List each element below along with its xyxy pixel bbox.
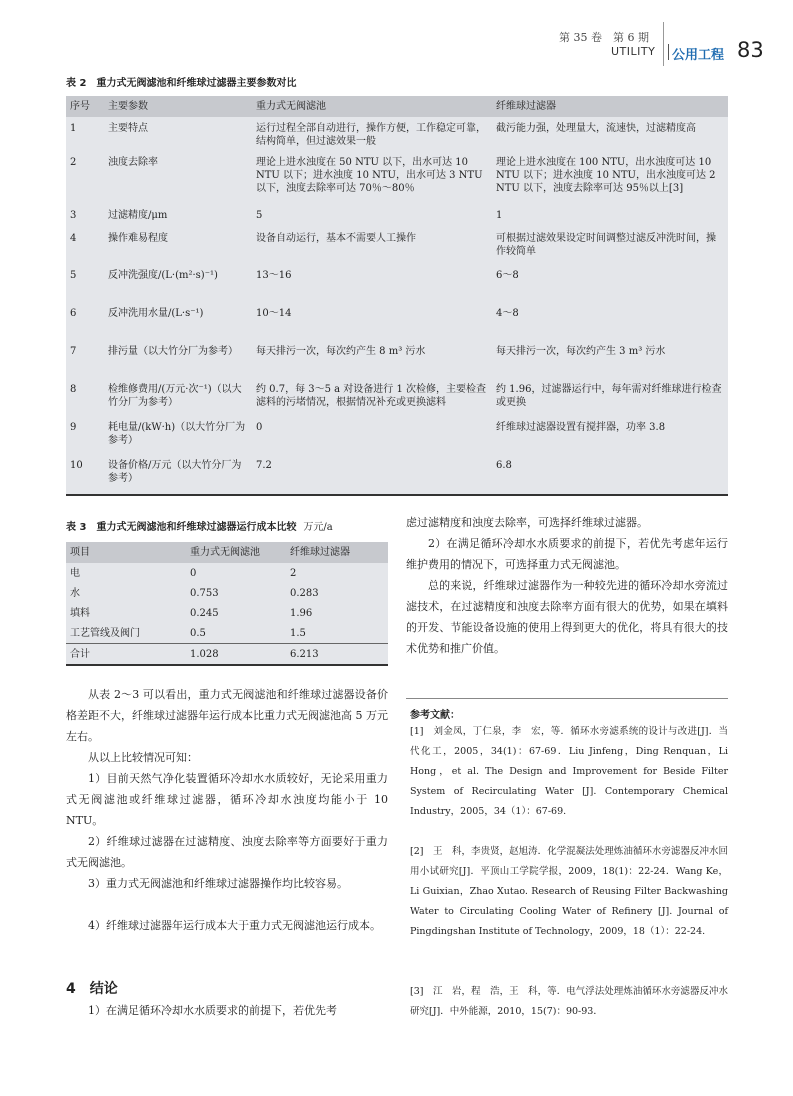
table2-cell: 理论上进水浊度在 50 NTU 以下，出水可达 10 NTU 以下；进水浊度 10 NTU，出水可达 3 NTU 以下，浊度去除率可达 70％～80％	[256, 157, 483, 194]
table3	[66, 542, 388, 666]
table2-row	[66, 383, 728, 421]
journal-name-en: UTILITY	[611, 45, 656, 58]
table2-cell: 5	[256, 210, 263, 221]
table2-cell: 设备价格/万元（以大竹分厂为参考）	[104, 459, 252, 495]
table2-cell: 理论上进水浊度在 100 NTU，出水浊度可达 10 NTU 以下；进水浊度 10 NTU，出水浊度可达 2 NTU 以下，浊度去除率可达 95％以上[3]	[496, 157, 716, 194]
table2-cell: 可根据过滤效果设定时间调整过滤反冲洗时间，操作较简单	[496, 233, 716, 257]
header-rule	[663, 22, 664, 66]
references-rule	[406, 698, 728, 699]
table2-cell: 10～14	[256, 308, 292, 319]
references-title: 参考文献：	[410, 710, 460, 721]
table2-cell: 每天排污一次，每次约产生 3 m³ 污水	[496, 346, 666, 357]
table2-cell: 6～8	[496, 270, 519, 281]
table2-row	[66, 345, 728, 383]
header-divider	[668, 44, 669, 60]
table3-cell: 0	[190, 567, 197, 579]
body-paragraph: 1）在满足循环冷却水水质要求的前提下，若优先考	[88, 1004, 337, 1017]
table3-row	[66, 583, 388, 603]
table2-cell: 2	[70, 157, 77, 168]
reference-item: [3] 江 岩，程 浩，王 科，等．电气浮法处理炼油循环水旁滤器反冲水研究[J]．中外能源，2010，15(7)：90-93．	[410, 986, 728, 1017]
table2-row	[66, 209, 728, 232]
body-paragraph: 3）重力式无阀滤池和纤维球过滤器操作均比较容易。	[88, 877, 348, 890]
table2-cell: 1	[496, 210, 503, 221]
table2-cell: 操作难易程度	[108, 233, 168, 244]
reference-item: [1] 刘金凤，丁仁泉，李 宏，等．循环水旁滤系统的设计与改进[J]．当代化工，2005，34(1)：67-69．Liu Jinfeng，Ding Renquan，Li Hong，et al. The Design and Improvement for Beside Filter System of Recirculating Water [J]. Contemporary Chemical Industry，2005，34（1）：67-69.	[410, 726, 728, 817]
table2-cell: 运行过程全部自动进行，操作方便，工作稳定可靠，结构简单，但过滤效果一般	[256, 123, 486, 147]
body-paragraph: 虑过滤精度和浊度去除率，可选择纤维球过滤器。	[406, 516, 648, 529]
page-number: 83	[737, 38, 764, 62]
table2-row	[66, 232, 728, 269]
table3-unit: 万元/a	[303, 522, 333, 533]
journal-name-cn: 公用工程	[672, 48, 725, 63]
table2-header-row	[66, 96, 728, 117]
table2-cell: 反冲洗用水量/(L·s⁻¹)	[108, 308, 204, 319]
body-paragraph: 2）在满足循环冷却水水质要求的前提下，若优先考虑年运行维护费用的情况下，可选择重力式无阀滤池。	[406, 537, 728, 571]
table3-cell: 6.213	[286, 644, 388, 666]
table2-cell: 7	[70, 346, 77, 357]
table3-header-cell: 纤维球过滤器	[286, 542, 388, 563]
table2-caption: 表 2 重力式无阀滤池和纤维球过滤器主要参数对比	[66, 78, 297, 89]
table3-cell: 1.96	[290, 607, 313, 619]
table3-row	[66, 563, 388, 583]
table3-cell: 0.245	[190, 607, 219, 619]
table3-total-row	[66, 644, 388, 666]
table2-row	[66, 117, 728, 156]
table2-cell: 9	[70, 422, 77, 433]
table3-cell: 合计	[66, 644, 186, 666]
table2-cell: 0	[256, 422, 263, 433]
table2-row	[66, 421, 728, 459]
table2-cell: 检维修费用/(万元·次⁻¹)（以大竹分厂为参考）	[108, 384, 242, 408]
table2-row	[66, 156, 728, 209]
table3-header-cell: 项目	[66, 542, 186, 563]
table2-cell: 反冲洗强度/(L·(m²·s)⁻¹)	[108, 270, 218, 281]
body-paragraph: 2）纤维球过滤器在过滤精度、浊度去除率等方面要好于重力式无阀滤池。	[66, 835, 388, 869]
table3-row	[66, 603, 388, 623]
table2-header-cell: 纤维球过滤器	[492, 96, 728, 117]
table2-cell: 8	[70, 384, 77, 395]
table2-cell: 1	[70, 123, 77, 134]
table2-cell: 过滤精度/μm	[108, 210, 168, 221]
table2-header-cell: 重力式无阀滤池	[252, 96, 492, 117]
table3-header-row	[66, 542, 388, 563]
body-paragraph: 从表 2～3 可以看出，重力式无阀滤池和纤维球过滤器设备价格差距不大，纤维球过滤器年运行成本比重力式无阀滤池高 5 万元左右。	[66, 688, 388, 743]
table3-cell: 水	[70, 587, 80, 599]
table3-cell: 填料	[70, 607, 90, 619]
table2-cell: 约 1.96，过滤器运行中，每年需对纤维球进行检查或更换	[496, 384, 722, 408]
table2-cell: 3	[70, 210, 77, 221]
table3-header-cell: 重力式无阀滤池	[186, 542, 286, 563]
table3-cell: 0.753	[190, 587, 219, 599]
table2-cell: 耗电量/(kW·h)（以大竹分厂为参考）	[108, 422, 246, 446]
volume-issue: 第 35 卷 第 6 期	[559, 31, 649, 44]
table2-row	[66, 459, 728, 495]
table2-cell: 6	[70, 308, 77, 319]
table3-cell: 0.283	[290, 587, 319, 599]
table3-cell: 工艺管线及阀门	[70, 627, 140, 639]
table2-cell: 主要特点	[108, 123, 148, 134]
table2-cell: 截污能力强，处理量大，流速快，过滤精度高	[496, 123, 696, 134]
table3-caption	[66, 518, 333, 533]
table2-row	[66, 307, 728, 345]
table2-row	[66, 269, 728, 307]
table2-cell: 约 0.7，每 3～5 a 对设备进行 1 次检修，主要检查滤料的污堵情况，根据情况补充或更换滤料	[256, 384, 487, 408]
table2-cell: 4～8	[496, 308, 519, 319]
table2	[66, 96, 728, 496]
table3-cell: 电	[70, 567, 80, 579]
table3-caption-text: 表 3 重力式无阀滤池和纤维球过滤器运行成本比较	[66, 522, 297, 533]
reference-item: [2] 王 科，李贵贤，赵旭涛．化学混凝法处理炼油循环水旁滤器反冲水回用小试研究[J]．平顶山工学院学报，2009，18(1)：22-24．Wang Ke，Li Guixian，Zhao Xutao. Research of Reusing Filter Backwashing Water to Circulating Cooling Water of Refinery [J]. Journal of Pingdingshan Institute of Technology，2009，18（1）：22-24.	[410, 846, 728, 937]
table2-header-cell: 序号	[66, 96, 104, 117]
body-paragraph: 4）纤维球过滤器年运行成本大于重力式无阀滤池运行成本。	[88, 919, 381, 932]
table2-cell: 设备自动运行，基本不需要人工操作	[256, 233, 416, 244]
body-paragraph: 从以上比较情况可知：	[88, 751, 198, 764]
body-paragraph: 总的来说，纤维球过滤器作为一种较先进的循环冷却水旁流过滤技术，在过滤精度和浊度去除率方面有很大的优势，如果在填料的开发、节能设备设施的使用上得到更大的优化，将具有很大的技术优势和推广价值。	[406, 579, 728, 655]
table2-cell: 排污量（以大竹分厂为参考）	[108, 346, 238, 357]
table2-cell: 浊度去除率	[108, 157, 158, 168]
table2-cell: 13～16	[256, 270, 292, 281]
table2-cell: 10	[66, 459, 104, 495]
body-paragraph: 1）目前天然气净化装置循环冷却水水质较好，无论采用重力式无阀滤池或纤维球过滤器，循环冷却水浊度均能小于 10 NTU。	[66, 772, 388, 827]
table3-cell: 2	[290, 567, 297, 579]
table2-cell: 纤维球过滤器设置有搅拌器，功率 3.8	[496, 422, 666, 433]
table3-cell: 1.5	[290, 627, 306, 639]
section-title: 4 结论	[66, 981, 118, 997]
table3-cell: 1.028	[186, 644, 286, 666]
table2-cell: 每天排污一次，每次约产生 8 m³ 污水	[256, 346, 426, 357]
table2-cell: 4	[70, 233, 77, 244]
table2-cell: 7.2	[252, 459, 492, 495]
table2-header-cell: 主要参数	[104, 96, 252, 117]
table2-cell: 5	[70, 270, 77, 281]
table3-row	[66, 623, 388, 644]
table2-cell: 6.8	[492, 459, 728, 495]
table3-cell: 0.5	[190, 627, 206, 639]
